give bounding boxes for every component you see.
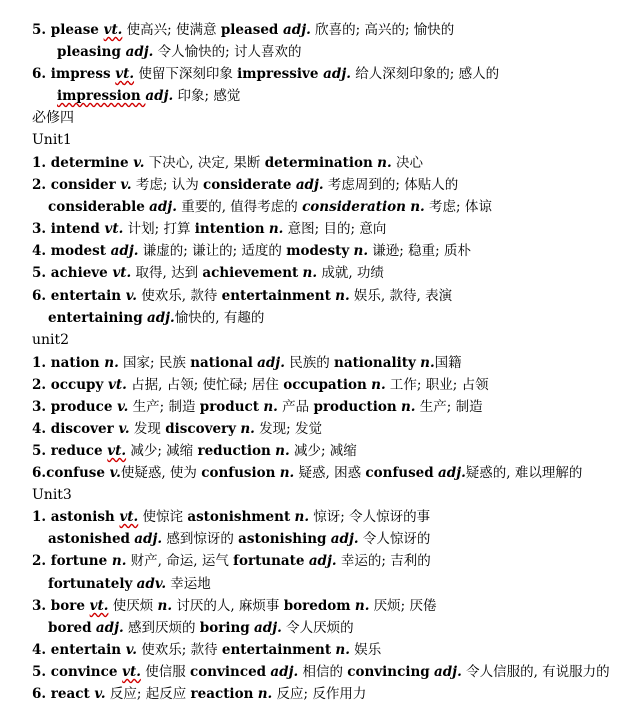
part-of-speech: adj. <box>434 664 462 680</box>
text-run: 幸运的; 吉利的 <box>336 553 431 569</box>
vocab-word: reaction <box>190 686 254 702</box>
part-of-speech: v. <box>118 421 130 437</box>
vocab-line <box>32 374 636 396</box>
text-run: 反应; 反作用力 <box>272 686 367 702</box>
section-heading <box>32 129 636 151</box>
vocab-word: national <box>190 355 253 371</box>
vocab-line <box>32 218 636 240</box>
vocab-word: 3. intend <box>32 221 105 237</box>
text-run: 使欢乐, 款待 <box>136 288 222 304</box>
text-run: Unit1 <box>32 132 72 148</box>
text-run: 感到厌烦的 <box>123 620 200 636</box>
text-run: 反应; 起反应 <box>105 686 191 702</box>
part-of-speech: adj. <box>330 531 359 547</box>
part-of-speech: n. <box>275 443 290 459</box>
vocab-word: reduction <box>197 443 271 459</box>
part-of-speech: adj. <box>323 66 351 82</box>
part-of-speech: n. <box>263 399 278 415</box>
vocab-line <box>32 683 636 705</box>
part-of-speech: n. <box>302 265 318 281</box>
text-run: 占据, 占领; 使忙碌; 居住 <box>126 377 284 393</box>
vocab-line <box>32 63 636 85</box>
text-run: 令人厌烦的 <box>281 620 354 636</box>
text-run: 决心 <box>391 155 423 171</box>
text-run: Unit3 <box>32 487 72 503</box>
part-of-speech: n. <box>335 642 350 658</box>
vocab-word: 4. discover <box>32 421 119 437</box>
part-of-speech: adj. <box>110 243 139 259</box>
vocab-word: achievement <box>202 265 299 281</box>
text-run: 民族的 <box>284 355 334 371</box>
vocab-word: boring <box>199 620 250 636</box>
part-of-speech: n. <box>104 355 119 371</box>
text-run: 计划; 打算 <box>123 221 195 237</box>
text-run: 印象; 感觉 <box>173 88 241 104</box>
part-of-speech: v. <box>109 465 121 481</box>
vocab-word: convinced <box>190 664 267 680</box>
part-of-speech: n. <box>257 686 273 702</box>
part-of-speech: adj. <box>146 310 175 326</box>
part-of-speech: adj. <box>149 199 177 215</box>
text-run: 使高兴; 使满意 <box>122 22 221 38</box>
vocab-word: 4. modest <box>32 243 111 259</box>
vocab-word: occupation <box>283 377 367 393</box>
text-run: 令人信服的, 有说服力的 <box>461 664 610 680</box>
text-run: 成就, 功绩 <box>317 265 384 281</box>
vocab-word: 2. consider <box>32 177 121 193</box>
vocab-word: impressive <box>237 66 324 82</box>
text-run: 发现 <box>129 421 166 437</box>
vocab-line <box>48 528 636 550</box>
part-of-speech: adj. <box>254 620 282 636</box>
vocab-word: confused <box>365 465 434 481</box>
part-of-speech: vt. <box>122 664 141 680</box>
vocab-line <box>57 85 636 107</box>
text-run: 给人深刻印象的; 感人的 <box>350 66 500 82</box>
text-run: 使厌烦 <box>108 598 158 614</box>
text-run: unit2 <box>32 332 70 348</box>
vocab-word: 1. determine <box>32 155 134 171</box>
part-of-speech: adj. <box>134 531 163 547</box>
text-run: 惊讶; 令人惊讶的事 <box>309 509 431 525</box>
vocab-word: 6. impress <box>32 66 116 82</box>
text-run: 疑惑的, 难以理解的 <box>465 465 583 481</box>
text-run: 疑惑, 困惑 <box>294 465 366 481</box>
text-run: 生产; 制造 <box>415 399 483 415</box>
vocab-word: determination <box>264 155 373 171</box>
text-run: 令人惊讶的 <box>358 531 431 547</box>
vocab-word: entertainment <box>221 642 332 658</box>
vocab-word: modesty <box>286 243 350 259</box>
part-of-speech: adj. <box>308 553 337 569</box>
vocab-word: 2. fortune <box>32 553 112 569</box>
part-of-speech: adj. <box>283 22 311 38</box>
vocab-line <box>32 661 636 683</box>
vocab-line <box>32 152 636 174</box>
text-run: 考虑周到的; 体贴人的 <box>323 177 459 193</box>
text-run: 使疑惑, 使为 <box>120 465 202 481</box>
text-run: 娱乐, 款待, 表演 <box>349 288 453 304</box>
text-run: 发现; 发觉 <box>254 421 322 437</box>
text-run: 愉快的, 有趣的 <box>174 310 265 326</box>
vocab-word: pleasing <box>57 44 126 60</box>
text-run: 使惊诧 <box>138 509 188 525</box>
part-of-speech: adj. <box>295 177 324 193</box>
text-run: 国籍 <box>434 355 462 371</box>
part-of-speech: vt. <box>108 377 127 393</box>
part-of-speech: n. <box>420 355 435 371</box>
vocab-line <box>32 285 636 307</box>
vocab-line <box>48 573 636 595</box>
part-of-speech: n. <box>294 509 310 525</box>
vocab-word: entertaining <box>48 310 143 326</box>
text-run: 感到惊讶的 <box>162 531 239 547</box>
vocab-word: 6. entertain <box>32 288 126 304</box>
text-run: 国家; 民族 <box>118 355 191 371</box>
vocab-word: entertainment <box>221 288 331 304</box>
text-run: 意图; 目的; 意向 <box>283 221 387 237</box>
part-of-speech: n. <box>240 421 255 437</box>
text-run: 减少; 减缩 <box>126 443 198 459</box>
vocab-line <box>32 19 636 41</box>
part-of-speech: adj. <box>257 355 285 371</box>
text-run: 娱乐 <box>349 642 382 658</box>
part-of-speech: n. <box>279 465 295 481</box>
vocab-word: pleased <box>220 22 284 38</box>
text-run: 使欢乐; 款待 <box>136 642 222 658</box>
text-run: 使留下深刻印象 <box>134 66 238 82</box>
part-of-speech: v. <box>133 155 145 171</box>
text-run: 欣喜的; 高兴的; 愉快的 <box>310 22 455 38</box>
part-of-speech: consideration <box>302 199 406 215</box>
part-of-speech: v. <box>120 177 132 193</box>
part-of-speech: n. <box>400 399 416 415</box>
text-run: 谦虚的; 谦让的; 适度的 <box>138 243 287 259</box>
vocab-word: fortunately <box>48 576 133 592</box>
part-of-speech: adj. <box>270 664 299 680</box>
vocab-line <box>32 506 636 528</box>
vocab-word: 3. produce <box>32 399 118 415</box>
part-of-speech: n. <box>410 199 425 215</box>
part-of-speech: v. <box>117 399 129 415</box>
vocab-word: 5. please <box>32 22 104 38</box>
vocab-word: 1. nation <box>32 355 105 371</box>
section-heading <box>32 329 636 351</box>
text-run: 重要的, 值得考虑的 <box>176 199 303 215</box>
section-heading <box>32 107 636 129</box>
vocab-word: nationality <box>334 355 416 371</box>
text-run: 工作; 职业; 占领 <box>385 377 489 393</box>
vocab-line <box>32 639 636 661</box>
text-run: 使信服 <box>140 664 191 680</box>
vocab-word: considerable <box>48 199 145 215</box>
text-run: 令人愉快的; 讨人喜欢的 <box>153 44 302 60</box>
vocab-word: intention <box>194 221 265 237</box>
part-of-speech: vt. <box>104 221 124 237</box>
part-of-speech: n. <box>377 155 392 171</box>
vocab-line <box>32 418 636 440</box>
vocab-word: 2. occupy <box>32 377 109 393</box>
part-of-speech: vt. <box>107 443 127 459</box>
vocab-line <box>32 396 636 418</box>
text-run: 幸运地 <box>166 576 211 592</box>
part-of-speech: adj. <box>145 88 174 104</box>
text-run: 财产, 命运, 运气 <box>126 553 234 569</box>
part-of-speech: adj. <box>95 620 124 636</box>
vocab-word: astonishment <box>187 509 291 525</box>
vocab-word: 3. bore <box>32 598 90 614</box>
vocab-word: 4. entertain <box>32 642 126 658</box>
text-run: 必修四 <box>32 110 74 126</box>
text-run: 减少; 减缩 <box>289 443 357 459</box>
part-of-speech: adj. <box>125 44 154 60</box>
vocab-word: product <box>199 399 260 415</box>
text-run: 生产; 制造 <box>128 399 200 415</box>
vocab-word: convincing <box>347 664 430 680</box>
text-run: 产品 <box>277 399 314 415</box>
part-of-speech: n. <box>111 553 127 569</box>
vocab-word: production <box>313 399 397 415</box>
section-heading <box>32 484 636 506</box>
vocab-word: astonished <box>48 531 130 547</box>
part-of-speech: vt. <box>112 265 132 281</box>
vocab-line <box>32 240 636 262</box>
vocab-line <box>48 196 636 218</box>
vocab-word: astonishing <box>238 531 327 547</box>
part-of-speech: n. <box>353 243 369 259</box>
part-of-speech: n. <box>157 598 173 614</box>
vocab-line <box>32 462 636 484</box>
part-of-speech: v. <box>125 642 137 658</box>
text-run: 相信的 <box>298 664 348 680</box>
vocab-word: impression <box>57 88 146 104</box>
vocab-word: 5. reduce <box>32 443 108 459</box>
vocab-word: 6. react <box>32 686 95 702</box>
vocab-line <box>48 617 636 639</box>
vocab-line <box>32 174 636 196</box>
vocab-word: 6.confuse <box>32 465 110 481</box>
vocab-word: fortunate <box>233 553 305 569</box>
vocab-line <box>32 440 636 462</box>
text-run: 讨厌的人, 麻烦事 <box>172 598 284 614</box>
text-run: 厌烦; 厌倦 <box>369 598 437 614</box>
part-of-speech: vt. <box>89 598 109 614</box>
part-of-speech: n. <box>354 598 370 614</box>
text-run: 下决心, 决定, 果断 <box>144 155 265 171</box>
part-of-speech: vt. <box>103 22 123 38</box>
vocab-line <box>32 550 636 572</box>
vocab-line <box>57 41 636 63</box>
text-run: 取得, 达到 <box>131 265 203 281</box>
text-run: 考虑; 体谅 <box>424 199 492 215</box>
vocab-line <box>32 595 636 617</box>
vocab-line <box>32 262 636 284</box>
vocab-word: discovery <box>165 421 237 437</box>
vocab-word: confusion <box>201 465 276 481</box>
vocab-line <box>32 352 636 374</box>
vocab-word: bored <box>48 620 92 636</box>
part-of-speech: v. <box>125 288 137 304</box>
vocab-line <box>48 307 636 329</box>
text-run: 谦逊; 稳重; 质朴 <box>368 243 471 259</box>
vocab-word: 5. convince <box>32 664 123 680</box>
part-of-speech: n. <box>335 288 350 304</box>
vocab-word: 1. astonish <box>32 509 120 525</box>
part-of-speech: vt. <box>115 66 135 82</box>
part-of-speech: v. <box>94 686 106 702</box>
part-of-speech: n. <box>371 377 386 393</box>
part-of-speech: adj. <box>438 465 466 481</box>
text-run: 考虑; 认为 <box>131 177 204 193</box>
vocab-word: considerate <box>203 177 292 193</box>
part-of-speech: n. <box>268 221 284 237</box>
vocab-word: 5. achieve <box>32 265 113 281</box>
part-of-speech: adv. <box>136 576 167 592</box>
vocab-word: boredom <box>283 598 351 614</box>
part-of-speech: vt. <box>119 509 139 525</box>
